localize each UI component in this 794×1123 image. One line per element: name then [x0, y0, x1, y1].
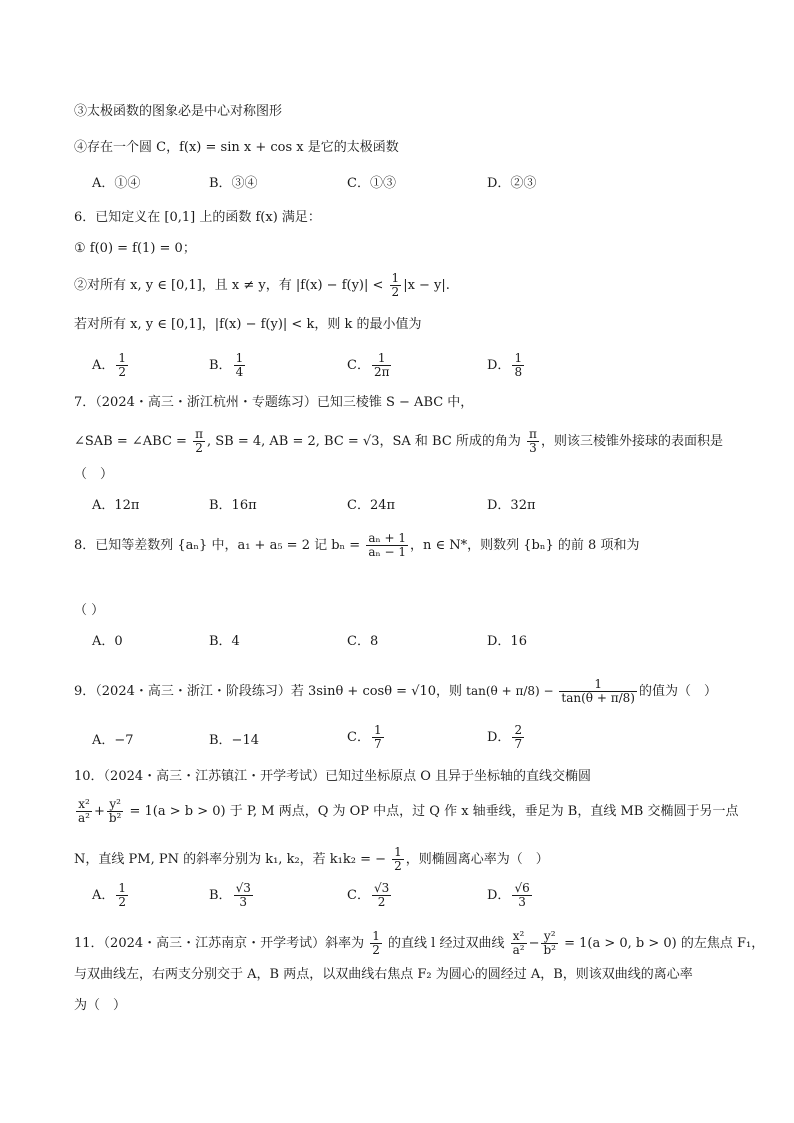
- q8-stem: 8．已知等差数列 {aₙ} 中，a₁ + a₅ = 2 记 bₙ = $\frac{\text{aₙ + 1}}{\text{aₙ − 1}}$ ，n ∈ N*，则数列 {bₙ} 的前 8 项和为: [74, 531, 640, 559]
- q10-stem: 10．（2024・高三・江苏镇江・开学考试）已知过坐标原点 O 且异于坐标轴的直线交椭圆: [74, 769, 592, 784]
- q9-option-a: A．−7: [92, 733, 134, 748]
- q9-option-b: B．−14: [209, 733, 259, 748]
- q6-option-d: D． $\frac{1}{8}$: [487, 351, 523, 379]
- q9-option-c: C． $\frac{1}{7}$: [347, 723, 382, 751]
- q7-option-b: B．16π: [209, 498, 257, 513]
- q8-option-b: B．4: [209, 634, 240, 649]
- q5-option-b: B．③④: [209, 176, 258, 191]
- q10-ellipse-line: $\frac{\text{x²}}{\text{a²}}$ + $\frac{\text{y²}}{\text{b²}}$ = 1(a > b > 0) 于 P, M 两点，Q 为 OP 中点，过 Q 作 x 轴垂线，垂足为 B，直线 MB 交椭圆于另一点: [78, 797, 739, 825]
- q5-option-c: C．①③: [347, 176, 396, 191]
- statement-4: ④存在一个圆 C，f(x) = sin x + cos x 是它的太极函数: [74, 140, 399, 155]
- q7-conditions: ∠SAB = ∠ABC = $\frac{\pi}{2}$ , SB = 4, AB = 2, BC = √3，SA 和 BC 所成的角为 $\frac{\pi}{3}$ ，则该三棱锥外接球的表面积是: [74, 427, 723, 455]
- q11-stem: 11．（2024・高三・江苏南京・开学考试）斜率为 $\frac{1}{2}$ 的直线 l 经过双曲线 $\frac{\text{x²}}{\text{a²}}$ − $\frac{\text{y²}}{\text{b²}}$ = 1(a > 0, b > 0) 的左焦点 F₁，: [74, 929, 765, 957]
- q8-option-a: A．0: [92, 634, 123, 649]
- q11-line3: 为（ ）: [74, 998, 127, 1013]
- q9-stem: 9．（2024・高三・浙江・阶段练习）若 3sinθ + cosθ = √10，则 tan(θ + π/8) − $\frac{1}{\tan(\theta + \pi/8)}$ 的值为（ ）: [74, 677, 717, 705]
- q6-option-c: C． $\frac{1}{2\pi}$: [347, 351, 390, 379]
- q5-option-d: D．②③: [487, 176, 537, 191]
- q6-stem: 6．已知定义在 [0,1] 上的函数 f(x) 满足：: [74, 210, 321, 225]
- q10-option-c: C． $\frac{√3}{2}$: [347, 881, 390, 909]
- q8-blank: （ ）: [74, 603, 105, 618]
- q6-option-a: A． $\frac{1}{2}$: [92, 351, 127, 379]
- q6-condition-1: ① f(0) = f(1) = 0；: [74, 241, 196, 256]
- q11-line2: 与双曲线左，右两支分别交于 A，B 两点，以双曲线右焦点 F₂ 为圆心的圆经过 A，B，则该双曲线的离心率: [74, 967, 693, 982]
- q6-option-b: B． $\frac{1}{4}$: [209, 351, 244, 379]
- q10-option-d: D． $\frac{√6}{3}$: [487, 881, 530, 909]
- q8-option-d: D．16: [487, 634, 527, 649]
- q6-question: 若对所有 x, y ∈ [0,1]，|f(x) − f(y)| < k，则 k 的最小值为: [74, 317, 422, 332]
- q7-option-a: A．12π: [92, 498, 140, 513]
- fraction-half: $\frac{1}{2}$: [391, 271, 400, 299]
- q7-stem: 7．（2024・高三・浙江杭州・专题练习）已知三棱锥 S − ABC 中，: [74, 395, 474, 410]
- q6-condition-2: ②对所有 x, y ∈ [0,1]，且 x ≠ y，有 |f(x) − f(y)| < $\frac{1}{2}$ |x − y|.: [74, 271, 450, 299]
- q10-option-b: B． $\frac{√3}{3}$: [209, 881, 251, 909]
- q10-option-a: A． $\frac{1}{2}$: [92, 881, 127, 909]
- q5-option-a: A．①④: [92, 176, 141, 191]
- q7-option-c: C．24π: [347, 498, 396, 513]
- q9-option-d: D． $\frac{2}{7}$: [487, 723, 523, 751]
- statement-3: ③太极函数的图象必是中心对称图形: [74, 104, 283, 119]
- q8-option-c: C．8: [347, 634, 379, 649]
- q10-condition: N，直线 PM, PN 的斜率分别为 k₁, k₂，若 k₁k₂ = − $\frac{1}{2}$ ，则椭圆离心率为（ ）: [74, 845, 549, 873]
- q7-blank: （ ）: [74, 467, 114, 482]
- q7-option-d: D．32π: [487, 498, 536, 513]
